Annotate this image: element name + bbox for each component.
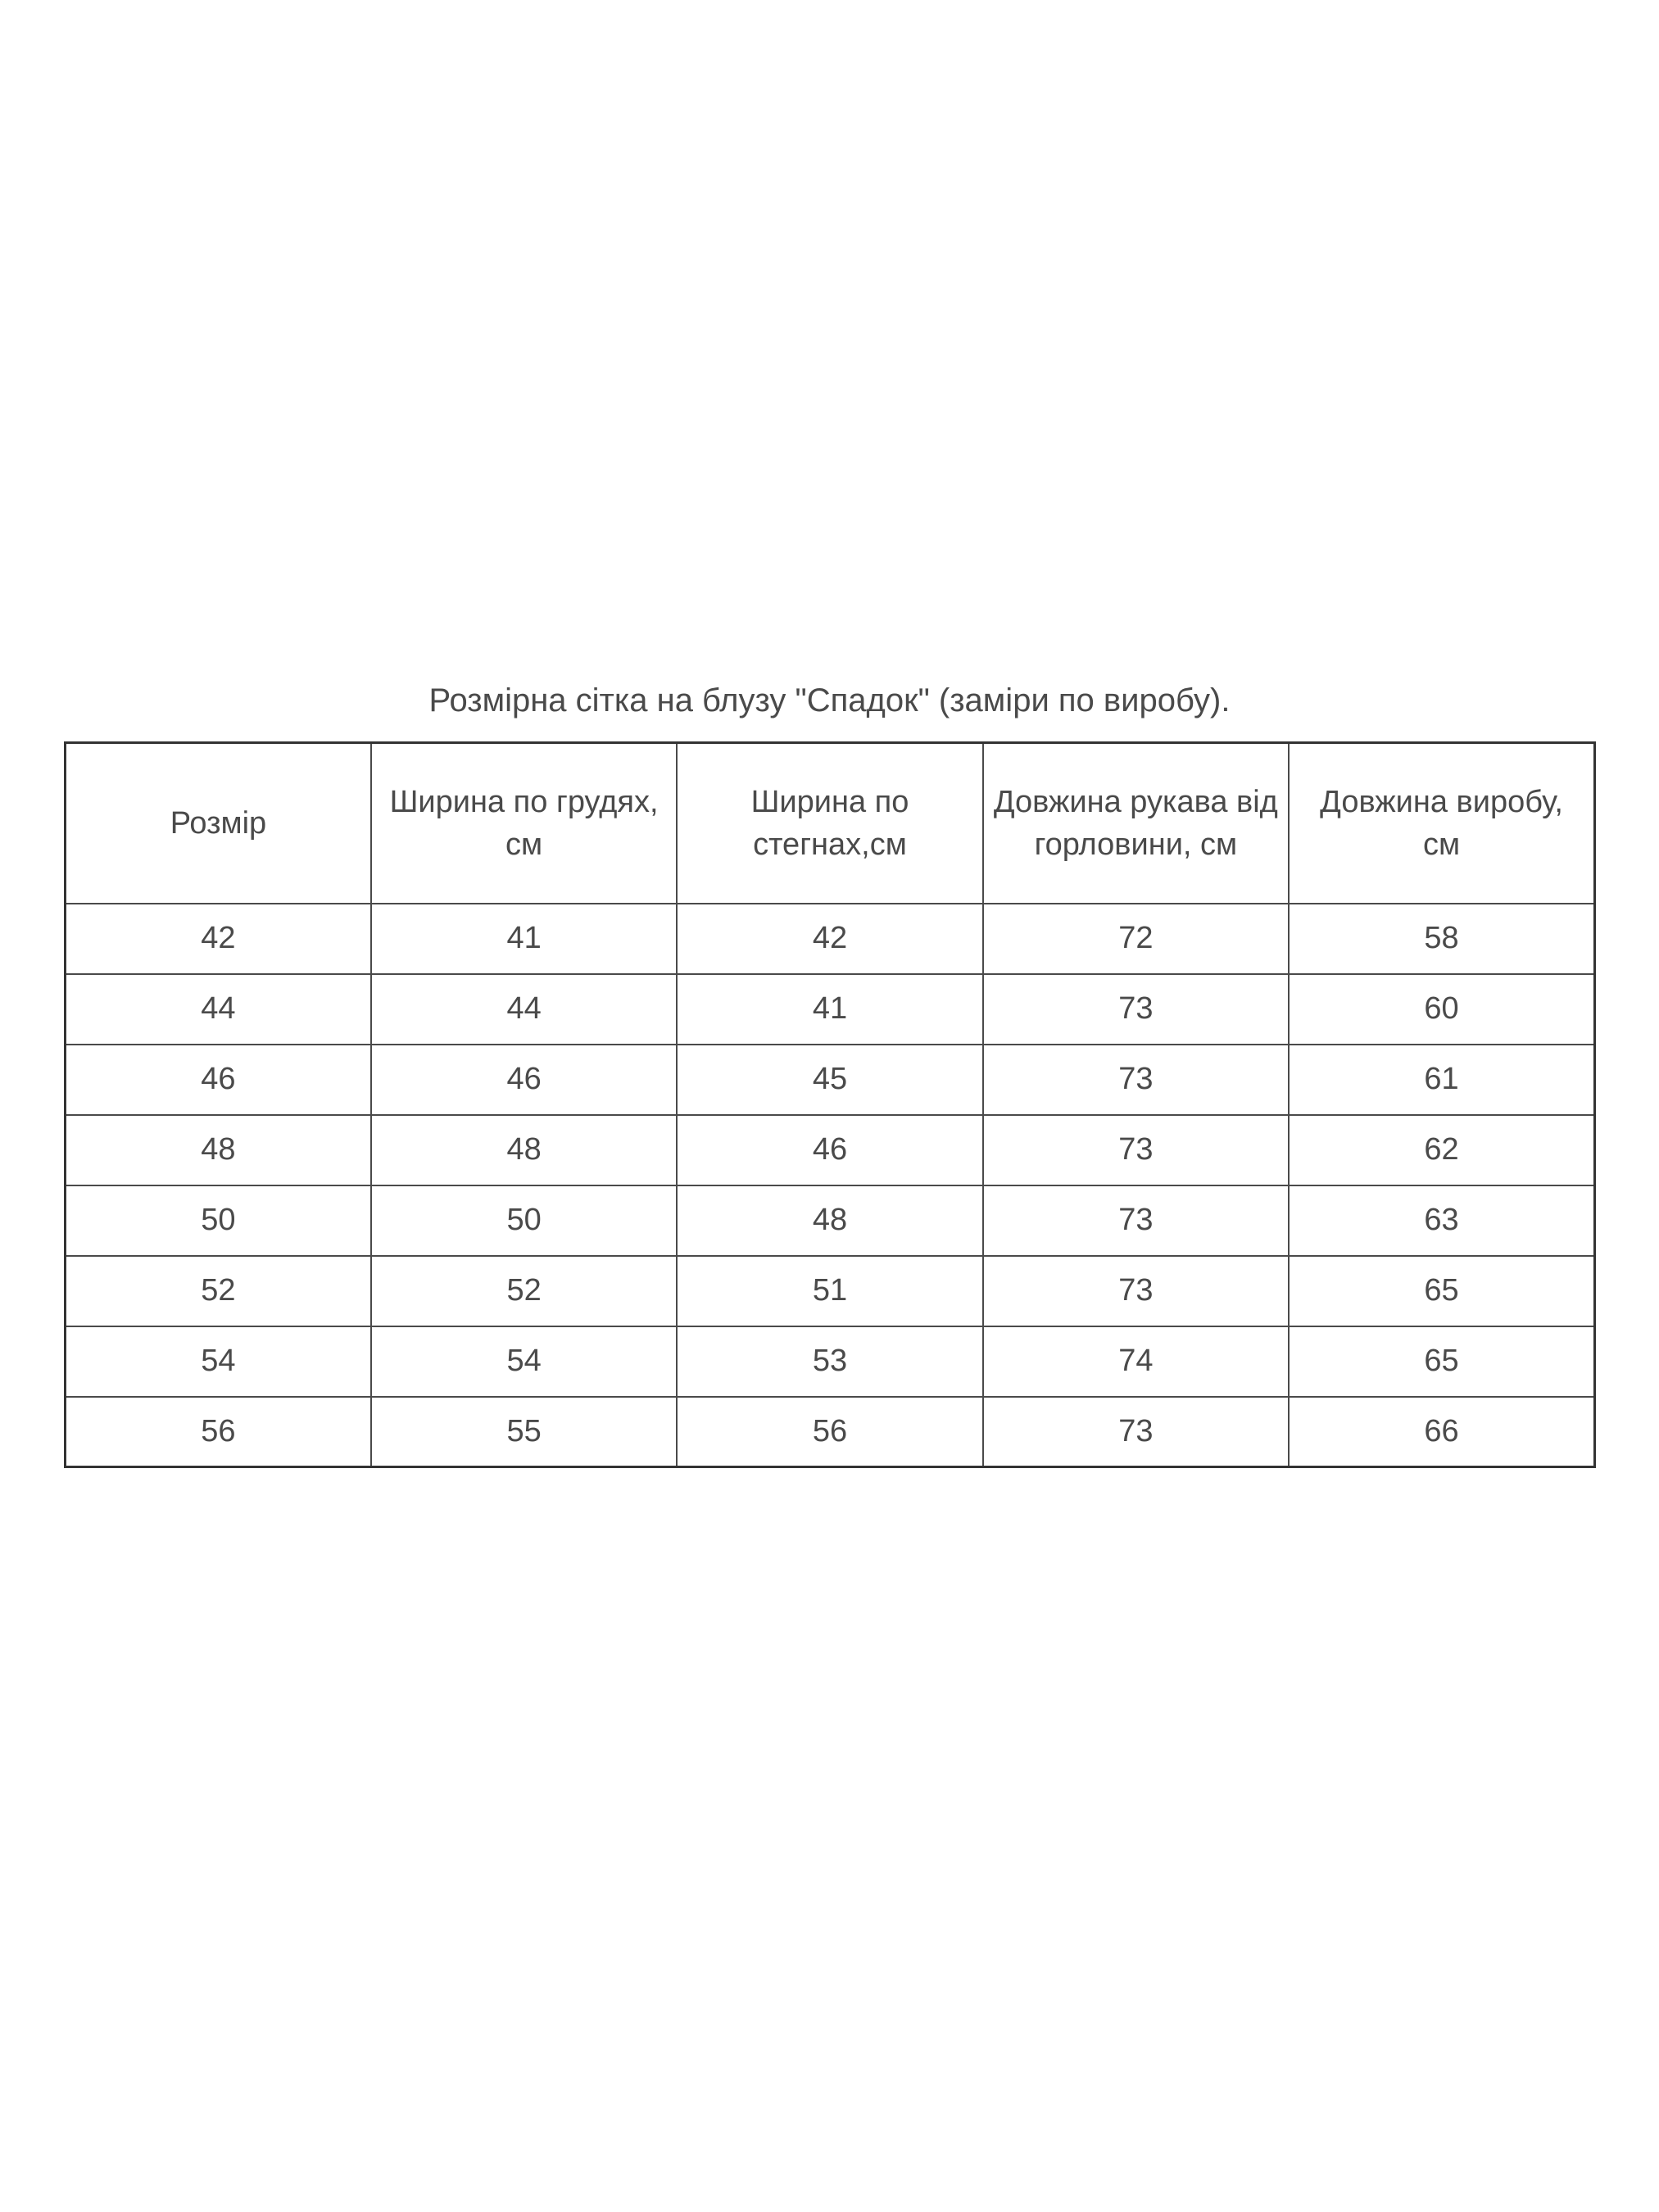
cell-chest-width: 54 bbox=[371, 1326, 677, 1397]
cell-sleeve-length: 72 bbox=[983, 904, 1289, 974]
cell-size: 50 bbox=[66, 1185, 371, 1256]
cell-sleeve-length: 73 bbox=[983, 1185, 1289, 1256]
cell-size: 52 bbox=[66, 1256, 371, 1326]
cell-size: 42 bbox=[66, 904, 371, 974]
cell-garment-length: 62 bbox=[1289, 1115, 1594, 1185]
cell-garment-length: 63 bbox=[1289, 1185, 1594, 1256]
cell-garment-length: 65 bbox=[1289, 1326, 1594, 1397]
cell-sleeve-length: 73 bbox=[983, 1397, 1289, 1467]
header-row bbox=[66, 743, 1595, 904]
table-row bbox=[66, 1115, 1595, 1185]
cell-size: 48 bbox=[66, 1115, 371, 1185]
header-size: Розмір bbox=[66, 743, 371, 904]
cell-sleeve-length: 73 bbox=[983, 974, 1289, 1045]
cell-hip-width: 56 bbox=[677, 1397, 982, 1467]
cell-chest-width: 50 bbox=[371, 1185, 677, 1256]
cell-garment-length: 61 bbox=[1289, 1045, 1594, 1115]
header-chest-width: Ширина по грудях, см bbox=[371, 743, 677, 904]
cell-chest-width: 44 bbox=[371, 974, 677, 1045]
header-sleeve-length: Довжина рукава від горловини, см bbox=[983, 743, 1289, 904]
cell-hip-width: 53 bbox=[677, 1326, 982, 1397]
size-chart-table bbox=[64, 741, 1596, 1468]
cell-garment-length: 58 bbox=[1289, 904, 1594, 974]
cell-chest-width: 55 bbox=[371, 1397, 677, 1467]
cell-chest-width: 48 bbox=[371, 1115, 677, 1185]
header-garment-length: Довжина виробу, см bbox=[1289, 743, 1594, 904]
header-hip-width: Ширина по стегнах,см bbox=[677, 743, 982, 904]
table-row bbox=[66, 1326, 1595, 1397]
cell-hip-width: 46 bbox=[677, 1115, 982, 1185]
cell-size: 46 bbox=[66, 1045, 371, 1115]
cell-sleeve-length: 74 bbox=[983, 1326, 1289, 1397]
table-row bbox=[66, 904, 1595, 974]
cell-sleeve-length: 73 bbox=[983, 1045, 1289, 1115]
cell-sleeve-length: 73 bbox=[983, 1256, 1289, 1326]
cell-hip-width: 42 bbox=[677, 904, 982, 974]
table-row bbox=[66, 1185, 1595, 1256]
cell-size: 56 bbox=[66, 1397, 371, 1467]
table-row bbox=[66, 1045, 1595, 1115]
cell-chest-width: 52 bbox=[371, 1256, 677, 1326]
cell-hip-width: 45 bbox=[677, 1045, 982, 1115]
cell-size: 54 bbox=[66, 1326, 371, 1397]
cell-chest-width: 46 bbox=[371, 1045, 677, 1115]
cell-size: 44 bbox=[66, 974, 371, 1045]
cell-garment-length: 66 bbox=[1289, 1397, 1594, 1467]
cell-hip-width: 51 bbox=[677, 1256, 982, 1326]
table-caption: Розмірна сітка на блузу "Спадок" (заміри по виробу). bbox=[428, 682, 1231, 718]
cell-hip-width: 41 bbox=[677, 974, 982, 1045]
table-row bbox=[66, 974, 1595, 1045]
cell-hip-width: 48 bbox=[677, 1185, 982, 1256]
cell-garment-length: 60 bbox=[1289, 974, 1594, 1045]
cell-chest-width: 41 bbox=[371, 904, 677, 974]
table-row bbox=[66, 1397, 1595, 1467]
table-row bbox=[66, 1256, 1595, 1326]
cell-garment-length: 65 bbox=[1289, 1256, 1594, 1326]
cell-sleeve-length: 73 bbox=[983, 1115, 1289, 1185]
